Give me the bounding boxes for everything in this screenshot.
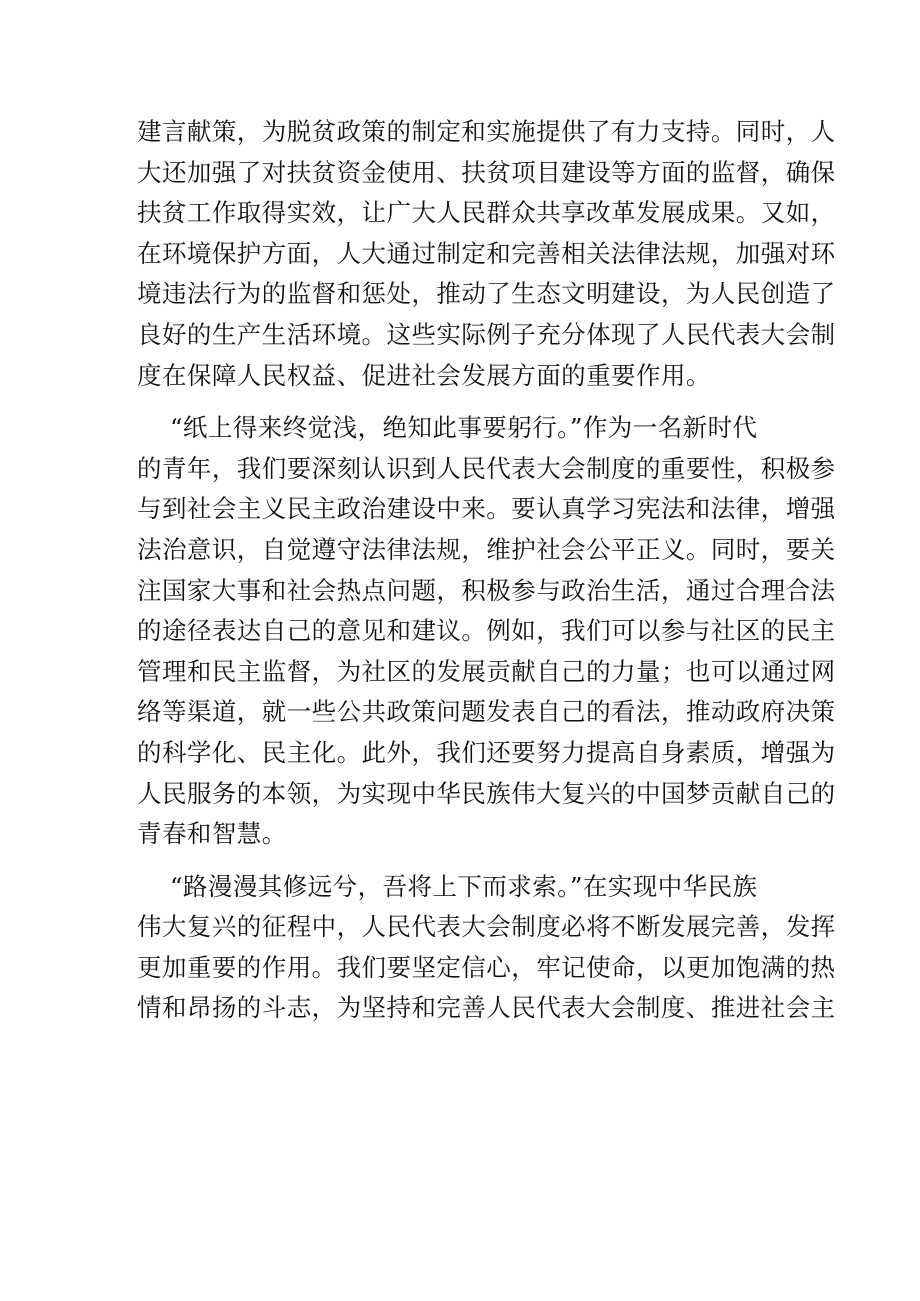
paragraph-line: “路漫漫其修远兮，吾将上下而求索。”在实现中华民族 [137,871,758,901]
paragraph-line: 建言献策，为脱贫政策的制定和实施提供了有力支持。同时，人 [137,117,836,146]
paragraph-line: 的科学化、民主化。此外，我们还要努力提高自身素质，增强为 [137,737,836,767]
paragraph-line: 的青年，我们要深刻认识到人民代表大会制度的重要性，积极参 [137,453,836,483]
paragraph-line: 法治意识，自觉遵守法律法规，维护社会公平正义。同时，要关 [137,534,836,564]
paragraph-3 [137,867,836,1029]
paragraph-line: 管理和民主监督，为社区的发展贡献自己的力量；也可以通过网 [137,656,836,686]
paragraph-gap [137,396,787,408]
paragraph-line: 良好的生产生活环境。这些实际例子充分体现了人民代表大会制 [137,319,836,349]
paragraph-line: 境违法行为的监督和惩处，推动了生态文明建设，为人民创造了 [137,279,836,309]
paragraph-line: 度在保障人民权益、促进社会发展方面的重要作用。 [137,360,711,390]
paragraph-line: 注国家大事和社会热点问题，积极参与政治生活，通过合理合法 [137,575,836,605]
paragraph-1 [137,112,836,396]
paragraph-line: 情和昂扬的斗志，为坚持和完善人民代表大会制度、推进社会主 [137,993,836,1023]
paragraph-line: “纸上得来终觉浅，绝知此事要躬行。”作为一名新时代 [137,413,758,443]
paragraph-line: 的途径表达自己的意见和建议。例如，我们可以参与社区的民主 [137,616,836,646]
paragraph-line: 青春和智慧。 [137,819,287,849]
paragraph-line: 更加重要的作用。我们要坚定信心，牢记使命，以更加饱满的热 [137,952,836,982]
paragraph-gap [137,855,787,867]
paragraph-2 [137,408,836,855]
paragraph-line: 大还加强了对扶贫资金使用、扶贫项目建设等方面的监督，确保 [137,157,836,187]
paragraph-line: 络等渠道，就一些公共政策问题发表自己的看法，推动政府决策 [137,697,836,727]
paragraph-line: 伟大复兴的征程中，人民代表大会制度必将不断发展完善，发挥 [137,912,836,942]
paragraph-line: 与到社会主义民主政治建设中来。要认真学习宪法和法律，增强 [137,494,836,524]
paragraph-line: 人民服务的本领，为实现中华民族伟大复兴的中国梦贡献自己的 [137,778,836,808]
paragraph-line: 在环境保护方面，人大通过制定和完善相关法律法规，加强对环 [137,238,836,268]
body-text [137,112,836,1029]
paragraph-line: 扶贫工作取得实效，让广大人民群众共享改革发展成果。又如， [137,198,836,228]
